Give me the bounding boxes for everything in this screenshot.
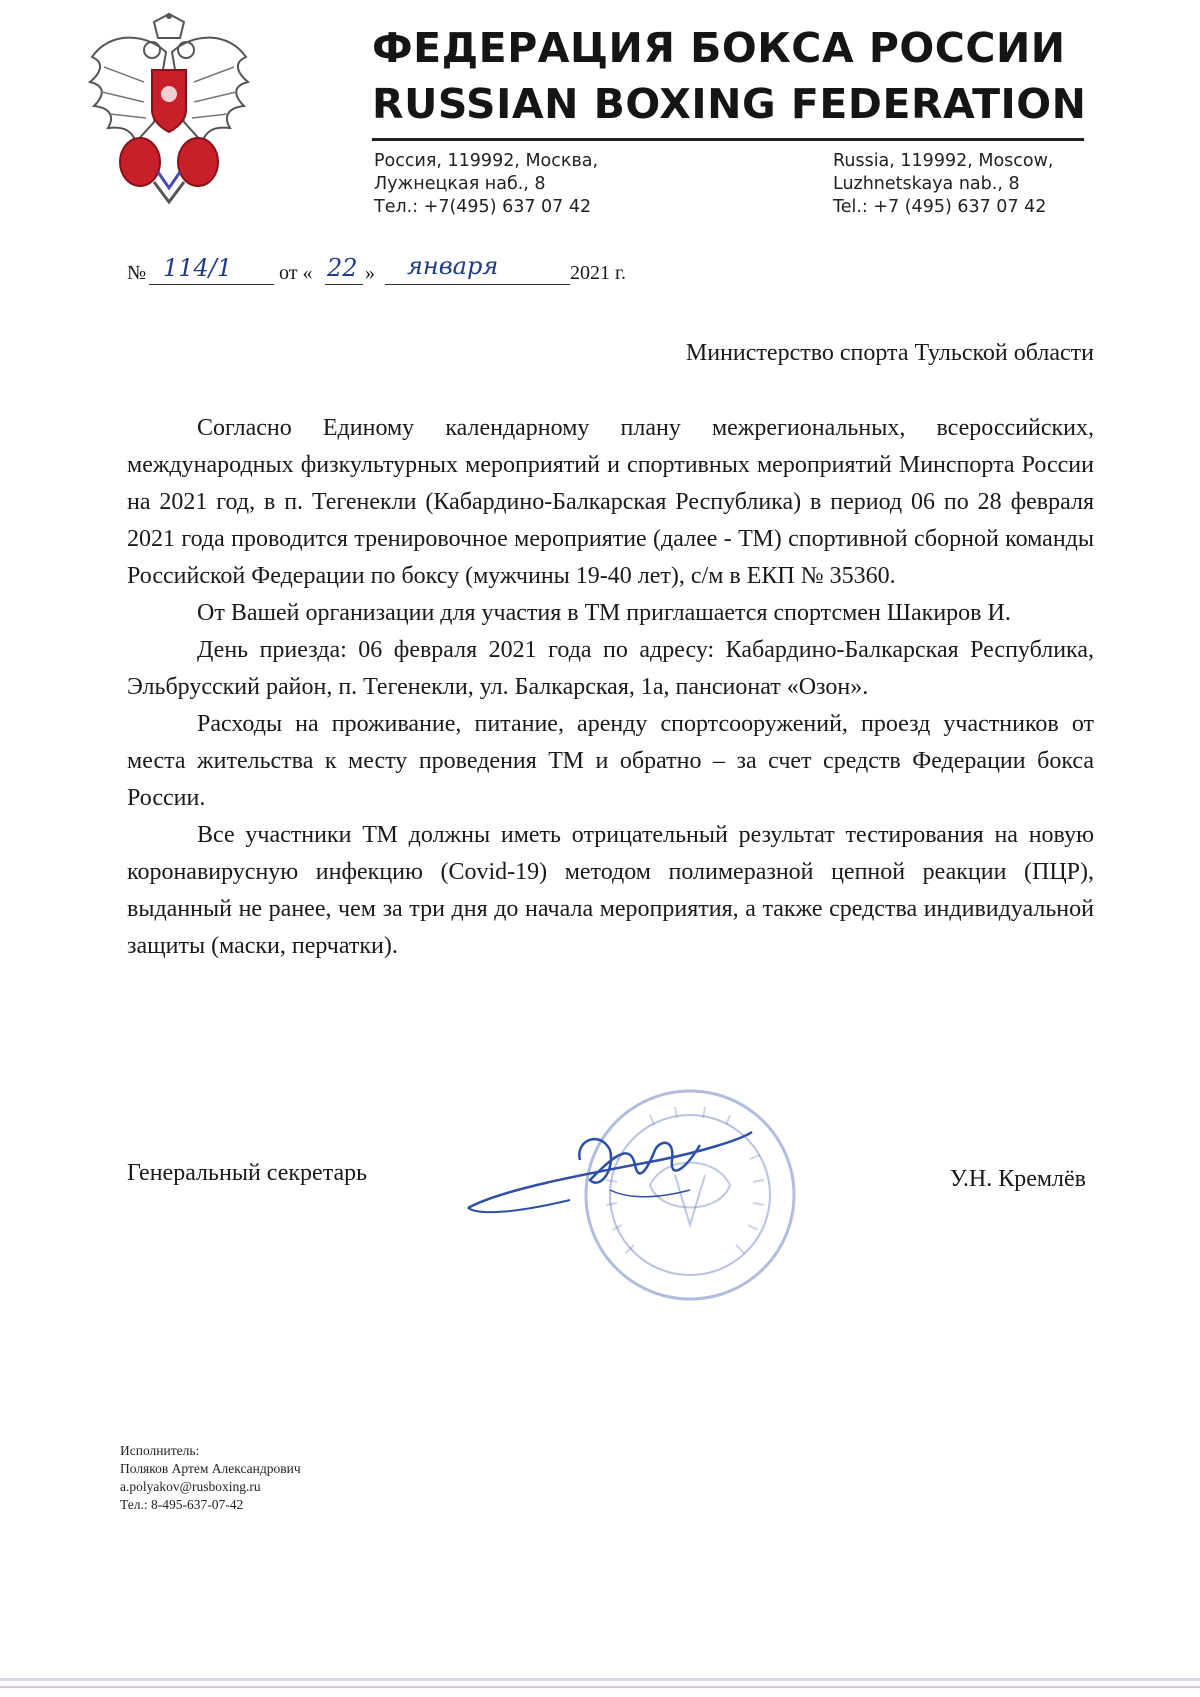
number-underline (149, 284, 274, 285)
date-day-close: » (365, 262, 375, 284)
scan-edge-line (0, 1686, 1200, 1688)
handwritten-signature-icon (460, 1120, 760, 1240)
document-year: 2021 г. (570, 262, 626, 284)
body-paragraph: От Вашей организации для участия в ТМ приглашается спортсмен Шакиров И. (197, 600, 1011, 626)
address-en-line: Russia, 119992, Moscow, (833, 151, 1054, 171)
body-paragraph: Согласно Единому календарному плану межрегиональных, всероссийских, международных физкультурных мероприятий и спортивных мероприятий Минспорта России на 2021 год, в п. Тегенекли (Кабардино-Балкарская Республика) в период 06 по 28 февраля 2021 года проводится тренировочное мероприятие (далее - ТМ) спортивной сборной команды Российской Федерации по боксу (мужчины 19-40 лет), с/м в ЕКП № 35360. (127, 415, 1094, 589)
organization-title-ru: ФЕДЕРАЦИЯ БОКСА РОССИИ (372, 24, 1066, 72)
month-underline (385, 284, 570, 285)
address-en-line: Tel.: +7 (495) 637 07 42 (833, 197, 1047, 217)
double-headed-eagle-emblem-icon (84, 12, 254, 212)
address-ru (374, 150, 674, 219)
scan-edge-line (0, 1678, 1200, 1681)
address-ru-line: Лужнецкая наб., 8 (374, 174, 546, 194)
document-reference-line (127, 252, 747, 290)
body-paragraph: Расходы на проживание, питание, аренду спортсооружений, проезд участников от места жительства к месту проведения ТМ и обратно – за счет средств Федерации бокса России. (127, 711, 1094, 811)
address-en (833, 150, 1093, 219)
executor-line: Тел.: 8-495-637-07-42 (120, 1497, 244, 1512)
address-en-line: Luzhnetskaya nab., 8 (833, 174, 1020, 194)
letter-body (127, 410, 1094, 965)
address-ru-line: Тел.: +7(495) 637 07 42 (374, 197, 592, 217)
signatory-position: Генеральный секретарь (127, 1160, 368, 1186)
signatory-name: У.Н. Кремлёв (949, 1166, 1086, 1192)
organization-title-en: RUSSIAN BOXING FEDERATION (372, 80, 1087, 128)
day-underline (325, 284, 363, 285)
addressee: Министерство спорта Тульской области (685, 340, 1094, 366)
executor-line: Поляков Артем Александрович (120, 1461, 301, 1476)
date-from-label: от « (279, 262, 313, 284)
document-day: 22 (327, 254, 358, 282)
executor-line: a.polyakov@rusboxing.ru (120, 1479, 261, 1494)
document-number: 114/1 (163, 254, 233, 282)
number-prefix: № (127, 262, 147, 284)
letterhead-divider (372, 138, 1084, 141)
executor-line: Исполнитель: (120, 1443, 200, 1458)
executor-block (120, 1442, 301, 1514)
document-month: января (407, 252, 499, 280)
body-paragraph: День приезда: 06 февраля 2021 года по адресу: Кабардино-Балкарская Республика, Эльбрусский район, п. Тегенекли, ул. Балкарская, 1а, пансионат «Озон». (127, 637, 1094, 700)
body-paragraph: Все участники ТМ должны иметь отрицательный результат тестирования на новую коронавирусную инфекцию (Covid-19) методом полимеразной цепной реакции (ПЦР), выданный не ранее, чем за три дня до начала мероприятия, а также средства индивидуальной защиты (маски, перчатки). (127, 822, 1094, 959)
address-ru-line: Россия, 119992, Москва, (374, 151, 599, 171)
